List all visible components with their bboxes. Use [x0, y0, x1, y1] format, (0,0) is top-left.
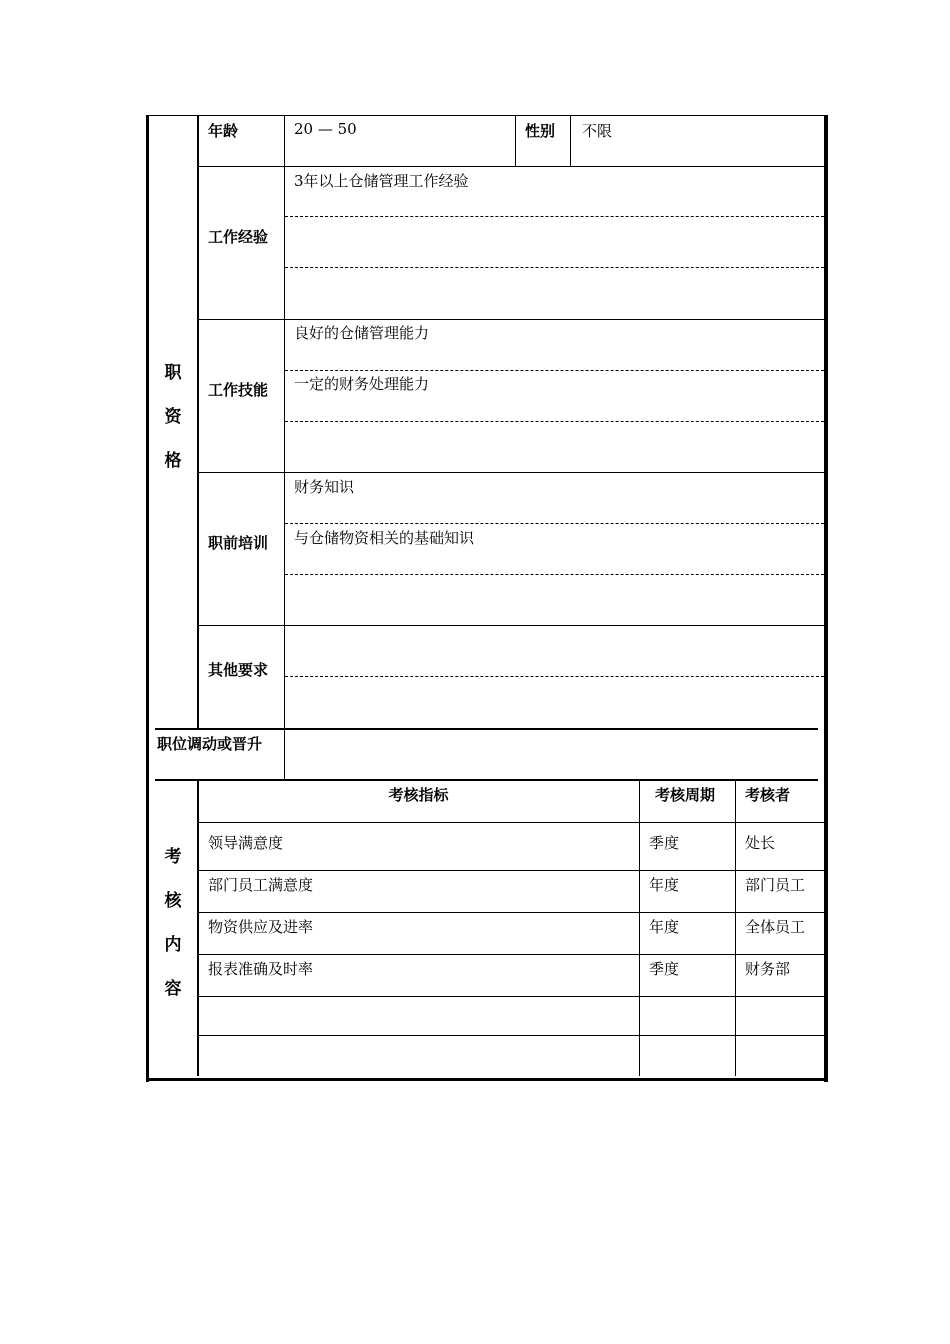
row-line [198, 912, 824, 913]
dashed-line [285, 216, 824, 217]
training-line: 财务知识 [294, 478, 355, 496]
table-cell-indicator: 报表准确及时率 [208, 960, 314, 978]
table-cell-assessor: 部门员工 [745, 876, 806, 894]
assess-col-divider [197, 780, 199, 1076]
promotion-label: 职位调动或晋升 [157, 735, 263, 753]
row-line [198, 472, 824, 473]
frame-top-border [146, 115, 828, 116]
dashed-line [285, 421, 824, 422]
header-period: 考核周期 [655, 786, 716, 804]
row-line [198, 1035, 824, 1036]
assess-assessor-divider [735, 780, 736, 1076]
table-cell-period: 年度 [649, 876, 680, 894]
row-line [198, 166, 824, 167]
experience-label: 工作经验 [208, 228, 269, 246]
row-line [198, 822, 824, 823]
gender-value: 不限 [582, 122, 613, 140]
age-label: 年龄 [208, 122, 239, 140]
assess-period-divider [639, 780, 640, 1076]
row-line [198, 996, 824, 997]
age-gender-divider [515, 115, 516, 166]
frame-bottom-border [146, 1078, 828, 1081]
qual-label-divider [284, 115, 285, 780]
gender-value-divider [570, 115, 571, 166]
table-cell-assessor: 财务部 [745, 960, 791, 978]
assessment-section-title: 考 核 内 容 [164, 847, 182, 999]
table-cell-period: 季度 [649, 834, 680, 852]
header-assessor: 考核者 [745, 786, 791, 804]
dashed-line [285, 676, 824, 677]
frame-left-border [146, 115, 149, 1082]
table-cell-indicator: 部门员工满意度 [208, 876, 314, 894]
table-cell-assessor: 处长 [745, 834, 776, 852]
dashed-line [285, 574, 824, 575]
skills-line: 一定的财务处理能力 [294, 375, 430, 393]
row-line [198, 870, 824, 871]
other-requirements-label: 其他要求 [208, 661, 269, 679]
skills-label: 工作技能 [208, 381, 269, 399]
frame-right-border [824, 115, 828, 1082]
training-label: 职前培训 [208, 534, 269, 552]
section-divider [155, 779, 818, 781]
dashed-line [285, 267, 824, 268]
header-indicator: 考核指标 [388, 786, 449, 804]
table-cell-period: 季度 [649, 960, 680, 978]
gender-label: 性别 [525, 122, 556, 140]
skills-line: 良好的仓储管理能力 [294, 324, 430, 342]
table-cell-assessor: 全体员工 [745, 918, 806, 936]
qualification-section-title: 职 资 格 [164, 363, 182, 471]
training-line: 与仓储物资相关的基础知识 [294, 529, 475, 547]
experience-line: 3年以上仓储管理工作经验 [294, 172, 469, 190]
table-cell-indicator: 领导满意度 [208, 834, 284, 852]
table-cell-period: 年度 [649, 918, 680, 936]
row-line [198, 625, 824, 626]
age-value: 20 — 50 [294, 120, 357, 138]
dashed-line [285, 523, 824, 524]
row-line [198, 954, 824, 955]
dashed-line [285, 370, 824, 371]
section-divider [155, 728, 818, 730]
row-line [198, 319, 824, 320]
qual-col-divider [197, 115, 199, 728]
table-cell-indicator: 物资供应及进率 [208, 918, 314, 936]
